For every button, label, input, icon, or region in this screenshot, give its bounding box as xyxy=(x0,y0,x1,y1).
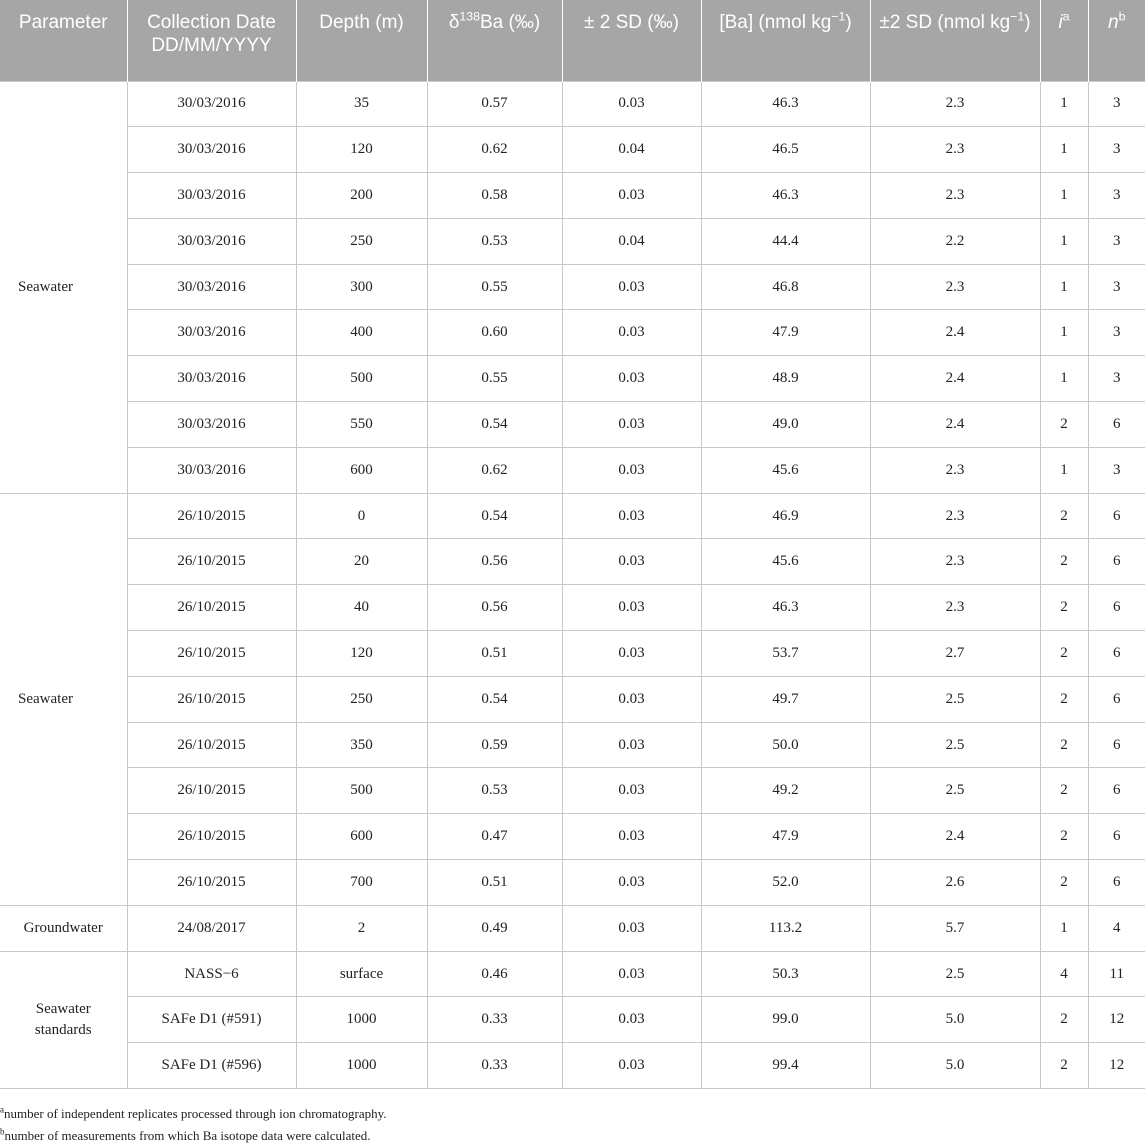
cell-sd-permil: 0.03 xyxy=(562,81,701,127)
cell-date: NASS−6 xyxy=(127,951,296,997)
cell-depth: 1000 xyxy=(296,997,427,1043)
cell-ba-conc: 47.9 xyxy=(701,310,870,356)
cell-depth: 0 xyxy=(296,493,427,539)
table-row xyxy=(0,1043,1145,1089)
cell-date: 26/10/2015 xyxy=(127,631,296,677)
cell-n: 3 xyxy=(1088,356,1145,402)
cell-i: 1 xyxy=(1040,127,1088,173)
cell-delta-ba: 0.53 xyxy=(427,768,562,814)
table-row xyxy=(0,768,1145,814)
cell-depth: 40 xyxy=(296,585,427,631)
cell-sd-nmol: 2.4 xyxy=(870,356,1040,402)
cell-depth: 500 xyxy=(296,356,427,402)
cell-sd-nmol: 5.7 xyxy=(870,905,1040,951)
cell-delta-ba: 0.54 xyxy=(427,493,562,539)
cell-delta-ba: 0.53 xyxy=(427,218,562,264)
cell-delta-ba: 0.58 xyxy=(427,173,562,219)
cell-date: 26/10/2015 xyxy=(127,676,296,722)
table-row xyxy=(0,539,1145,585)
cell-i: 1 xyxy=(1040,81,1088,127)
cell-date: 26/10/2015 xyxy=(127,860,296,906)
cell-delta-ba: 0.62 xyxy=(427,127,562,173)
header-collection-date: Collection Date DD/MM/YYYY xyxy=(127,0,296,81)
cell-sd-permil: 0.03 xyxy=(562,722,701,768)
cell-delta-ba: 0.59 xyxy=(427,722,562,768)
cell-delta-ba: 0.46 xyxy=(427,951,562,997)
group-seawater-2015: Seawater xyxy=(0,493,127,905)
cell-n: 3 xyxy=(1088,218,1145,264)
cell-delta-ba: 0.56 xyxy=(427,585,562,631)
cell-depth: 120 xyxy=(296,631,427,677)
table-row xyxy=(0,631,1145,677)
cell-i: 2 xyxy=(1040,585,1088,631)
cell-date: 30/03/2016 xyxy=(127,81,296,127)
cell-delta-ba: 0.57 xyxy=(427,81,562,127)
cell-delta-ba: 0.51 xyxy=(427,860,562,906)
cell-sd-nmol: 2.5 xyxy=(870,951,1040,997)
cell-sd-nmol: 2.6 xyxy=(870,860,1040,906)
group-groundwater: Groundwater xyxy=(0,905,127,951)
cell-sd-permil: 0.03 xyxy=(562,768,701,814)
cell-sd-nmol: 2.2 xyxy=(870,218,1040,264)
cell-n: 3 xyxy=(1088,310,1145,356)
header-n: $n^b$ xyxy=(1088,0,1145,81)
cell-depth: 35 xyxy=(296,81,427,127)
table-row xyxy=(0,814,1145,860)
cell-ba-conc: 53.7 xyxy=(701,631,870,677)
cell-i: 1 xyxy=(1040,264,1088,310)
cell-date: 30/03/2016 xyxy=(127,356,296,402)
header-sd-permil: ± 2 SD (‰) xyxy=(562,0,701,81)
cell-sd-permil: 0.03 xyxy=(562,264,701,310)
cell-sd-permil: 0.03 xyxy=(562,997,701,1043)
table-row xyxy=(0,127,1145,173)
cell-n: 6 xyxy=(1088,768,1145,814)
table-row xyxy=(0,951,1145,997)
cell-ba-conc: 113.2 xyxy=(701,905,870,951)
cell-sd-permil: 0.03 xyxy=(562,447,701,493)
cell-n: 6 xyxy=(1088,585,1145,631)
cell-date: 26/10/2015 xyxy=(127,814,296,860)
cell-delta-ba: 0.55 xyxy=(427,356,562,402)
cell-ba-conc: 46.9 xyxy=(701,493,870,539)
cell-ba-conc: 52.0 xyxy=(701,860,870,906)
cell-ba-conc: 45.6 xyxy=(701,539,870,585)
cell-ba-conc: 49.0 xyxy=(701,402,870,448)
cell-sd-permil: 0.04 xyxy=(562,218,701,264)
cell-ba-conc: 46.3 xyxy=(701,173,870,219)
cell-i: 1 xyxy=(1040,173,1088,219)
cell-date: SAFe D1 (#596) xyxy=(127,1043,296,1089)
cell-delta-ba: 0.47 xyxy=(427,814,562,860)
cell-ba-conc: 46.8 xyxy=(701,264,870,310)
cell-sd-nmol: 2.4 xyxy=(870,814,1040,860)
cell-n: 4 xyxy=(1088,905,1145,951)
cell-date: 26/10/2015 xyxy=(127,585,296,631)
cell-delta-ba: 0.33 xyxy=(427,1043,562,1089)
table-row xyxy=(0,402,1145,448)
cell-n: 3 xyxy=(1088,264,1145,310)
cell-date: 30/03/2016 xyxy=(127,218,296,264)
header-depth: Depth (m) xyxy=(296,0,427,81)
cell-sd-permil: 0.04 xyxy=(562,127,701,173)
group-seawater-2016: Seawater xyxy=(0,81,127,493)
cell-n: 3 xyxy=(1088,173,1145,219)
cell-depth: 1000 xyxy=(296,1043,427,1089)
cell-delta-ba: 0.60 xyxy=(427,310,562,356)
cell-i: 1 xyxy=(1040,218,1088,264)
cell-depth: 20 xyxy=(296,539,427,585)
cell-sd-permil: 0.03 xyxy=(562,676,701,722)
cell-date: 30/03/2016 xyxy=(127,402,296,448)
cell-sd-permil: 0.03 xyxy=(562,1043,701,1089)
cell-sd-permil: 0.03 xyxy=(562,493,701,539)
cell-i: 2 xyxy=(1040,493,1088,539)
cell-ba-conc: 46.3 xyxy=(701,81,870,127)
cell-depth: 250 xyxy=(296,676,427,722)
cell-n: 6 xyxy=(1088,402,1145,448)
table-row xyxy=(0,218,1145,264)
cell-sd-nmol: 2.4 xyxy=(870,310,1040,356)
table-row xyxy=(0,356,1145,402)
cell-i: 4 xyxy=(1040,951,1088,997)
table-row xyxy=(0,264,1145,310)
cell-ba-conc: 45.6 xyxy=(701,447,870,493)
cell-i: 2 xyxy=(1040,631,1088,677)
cell-depth: 500 xyxy=(296,768,427,814)
cell-sd-permil: 0.03 xyxy=(562,860,701,906)
cell-ba-conc: 50.3 xyxy=(701,951,870,997)
cell-sd-nmol: 2.3 xyxy=(870,539,1040,585)
cell-i: 1 xyxy=(1040,447,1088,493)
table-row xyxy=(0,493,1145,539)
cell-n: 12 xyxy=(1088,1043,1145,1089)
cell-sd-permil: 0.03 xyxy=(562,539,701,585)
table-row xyxy=(0,722,1145,768)
cell-depth: 2 xyxy=(296,905,427,951)
cell-sd-permil: 0.03 xyxy=(562,631,701,677)
header-delta-ba: $\delta^{138}Ba$ (‰) xyxy=(427,0,562,81)
cell-date: 26/10/2015 xyxy=(127,539,296,585)
cell-date: 26/10/2015 xyxy=(127,768,296,814)
cell-i: 2 xyxy=(1040,722,1088,768)
table-row xyxy=(0,173,1145,219)
cell-n: 6 xyxy=(1088,631,1145,677)
cell-sd-nmol: 2.3 xyxy=(870,264,1040,310)
cell-delta-ba: 0.49 xyxy=(427,905,562,951)
cell-ba-conc: 46.3 xyxy=(701,585,870,631)
cell-n: 3 xyxy=(1088,447,1145,493)
cell-sd-permil: 0.03 xyxy=(562,402,701,448)
cell-i: 2 xyxy=(1040,997,1088,1043)
cell-i: 2 xyxy=(1040,860,1088,906)
cell-sd-nmol: 2.3 xyxy=(870,127,1040,173)
cell-delta-ba: 0.62 xyxy=(427,447,562,493)
footnote-a: $^a$number of independent replicates processed through ion chromatography. xyxy=(0,1104,387,1121)
cell-delta-ba: 0.33 xyxy=(427,997,562,1043)
table-row xyxy=(0,447,1145,493)
cell-depth: 600 xyxy=(296,814,427,860)
cell-sd-nmol: 5.0 xyxy=(870,997,1040,1043)
table-row xyxy=(0,81,1145,127)
cell-date: 30/03/2016 xyxy=(127,173,296,219)
cell-ba-conc: 99.4 xyxy=(701,1043,870,1089)
cell-n: 6 xyxy=(1088,814,1145,860)
header-parameter: Parameter xyxy=(0,0,127,81)
cell-sd-permil: 0.03 xyxy=(562,905,701,951)
table-row xyxy=(0,310,1145,356)
cell-delta-ba: 0.56 xyxy=(427,539,562,585)
cell-ba-conc: 49.2 xyxy=(701,768,870,814)
cell-n: 3 xyxy=(1088,81,1145,127)
cell-sd-permil: 0.03 xyxy=(562,356,701,402)
group-seawater-standards: Seawater standards xyxy=(0,951,127,1088)
cell-sd-nmol: 2.5 xyxy=(870,768,1040,814)
cell-date: 30/03/2016 xyxy=(127,127,296,173)
cell-sd-permil: 0.03 xyxy=(562,951,701,997)
cell-depth: 550 xyxy=(296,402,427,448)
cell-depth: 400 xyxy=(296,310,427,356)
cell-ba-conc: 50.0 xyxy=(701,722,870,768)
cell-depth: 700 xyxy=(296,860,427,906)
cell-sd-permil: 0.03 xyxy=(562,173,701,219)
cell-n: 6 xyxy=(1088,722,1145,768)
cell-sd-nmol: 2.5 xyxy=(870,676,1040,722)
cell-n: 3 xyxy=(1088,127,1145,173)
footnote-b: $^b$number of measurements from which Ba isotope data were calculated. xyxy=(0,1126,371,1143)
cell-delta-ba: 0.51 xyxy=(427,631,562,677)
cell-ba-conc: 44.4 xyxy=(701,218,870,264)
cell-date: 30/03/2016 xyxy=(127,447,296,493)
table-row xyxy=(0,860,1145,906)
cell-i: 2 xyxy=(1040,768,1088,814)
cell-delta-ba: 0.54 xyxy=(427,402,562,448)
cell-date: 30/03/2016 xyxy=(127,310,296,356)
cell-date: 30/03/2016 xyxy=(127,264,296,310)
cell-sd-nmol: 2.3 xyxy=(870,173,1040,219)
cell-depth: 200 xyxy=(296,173,427,219)
cell-depth: 600 xyxy=(296,447,427,493)
table-row xyxy=(0,905,1145,951)
table-body xyxy=(0,81,1145,1089)
cell-i: 1 xyxy=(1040,356,1088,402)
cell-i: 2 xyxy=(1040,402,1088,448)
cell-i: 2 xyxy=(1040,539,1088,585)
cell-ba-conc: 49.7 xyxy=(701,676,870,722)
cell-n: 6 xyxy=(1088,493,1145,539)
cell-sd-nmol: 5.0 xyxy=(870,1043,1040,1089)
cell-i: 1 xyxy=(1040,310,1088,356)
header-row xyxy=(0,0,1145,81)
table-row xyxy=(0,997,1145,1043)
cell-sd-nmol: 2.5 xyxy=(870,722,1040,768)
cell-date: 26/10/2015 xyxy=(127,493,296,539)
cell-depth: 350 xyxy=(296,722,427,768)
cell-sd-nmol: 2.3 xyxy=(870,81,1040,127)
cell-ba-conc: 47.9 xyxy=(701,814,870,860)
cell-sd-permil: 0.03 xyxy=(562,585,701,631)
cell-delta-ba: 0.54 xyxy=(427,676,562,722)
cell-date: SAFe D1 (#591) xyxy=(127,997,296,1043)
cell-sd-permil: 0.03 xyxy=(562,310,701,356)
cell-depth: 250 xyxy=(296,218,427,264)
cell-sd-nmol: 2.3 xyxy=(870,447,1040,493)
cell-n: 6 xyxy=(1088,539,1145,585)
cell-n: 12 xyxy=(1088,997,1145,1043)
cell-depth: surface xyxy=(296,951,427,997)
cell-i: 2 xyxy=(1040,676,1088,722)
cell-n: 11 xyxy=(1088,951,1145,997)
table-row xyxy=(0,676,1145,722)
cell-i: 1 xyxy=(1040,905,1088,951)
header-ba-concentration: [Ba] (nmol $kg^{-1}$) xyxy=(701,0,870,81)
cell-sd-nmol: 2.3 xyxy=(870,493,1040,539)
cell-i: 2 xyxy=(1040,1043,1088,1089)
cell-delta-ba: 0.55 xyxy=(427,264,562,310)
cell-date: 24/08/2017 xyxy=(127,905,296,951)
table-row xyxy=(0,585,1145,631)
cell-sd-nmol: 2.3 xyxy=(870,585,1040,631)
header-sd-nmol: ±2 SD (nmol $kg^{-1}$) xyxy=(870,0,1040,81)
cell-sd-permil: 0.03 xyxy=(562,814,701,860)
cell-date: 26/10/2015 xyxy=(127,722,296,768)
cell-n: 6 xyxy=(1088,676,1145,722)
cell-depth: 300 xyxy=(296,264,427,310)
cell-n: 6 xyxy=(1088,860,1145,906)
cell-ba-conc: 48.9 xyxy=(701,356,870,402)
cell-depth: 120 xyxy=(296,127,427,173)
cell-sd-nmol: 2.7 xyxy=(870,631,1040,677)
header-i: $i^a$ xyxy=(1040,0,1088,81)
cell-ba-conc: 46.5 xyxy=(701,127,870,173)
cell-sd-nmol: 2.4 xyxy=(870,402,1040,448)
cell-i: 2 xyxy=(1040,814,1088,860)
cell-ba-conc: 99.0 xyxy=(701,997,870,1043)
